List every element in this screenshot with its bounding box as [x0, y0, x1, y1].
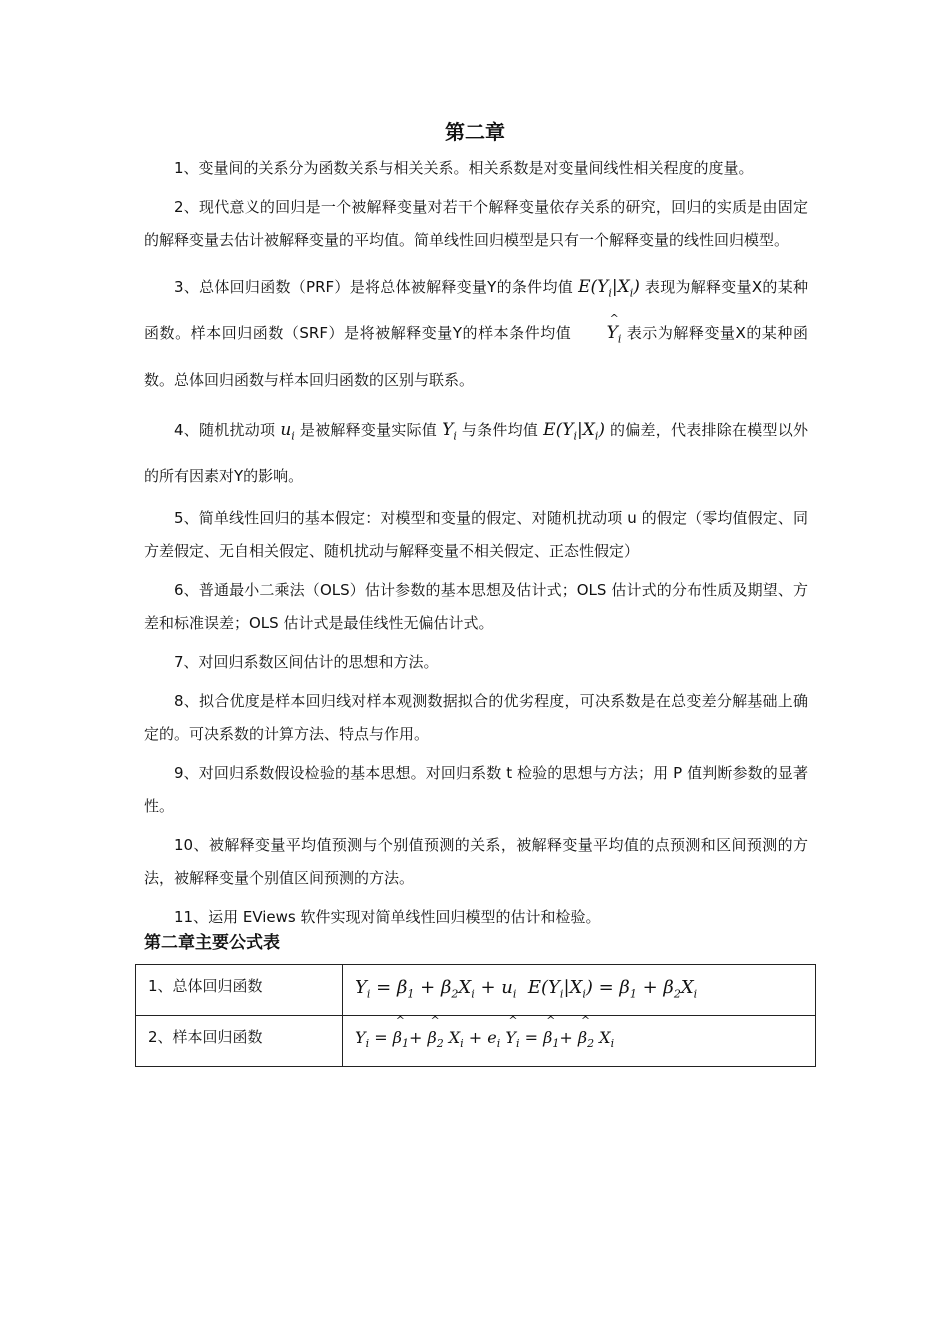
point-11: 11、运用 EViews 软件实现对简单线性回归模型的估计和检验。: [174, 908, 601, 927]
point-4-text-4: 的偏差，代表排除在模型以外的所有因素对Y的影响。: [144, 420, 808, 486]
point-8: 8、拟合优度是样本回归线对样本观测数据拟合的优劣程度，可决系数是在总变差分解基础上确定的。可决系数的计算方法、特点与作用。: [144, 692, 808, 744]
disturbance-term-formula: $u_i$: [280, 419, 295, 443]
point-3-text-3: 表示为解释变量X的某种函数。总体回归函数与样本回归函数的区别与联系。: [144, 324, 808, 389]
point-3-text-2: 表现为解释变量X的某种函数。样本回归函数（SRF）是将被解释变量Y的样本条件均值: [144, 278, 808, 343]
point-5: 5、简单线性回归的基本假定：对模型和变量的假定、对随机扰动项 u 的假定（零均值假定、同方差假定、无自相关假定、随机扰动与解释变量不相关假定、正态性假定）: [144, 509, 808, 561]
conditional-mean-formula-2: $E(Y_i|X_i)$: [543, 419, 605, 443]
table-row: [136, 965, 816, 1016]
point-4-text-1: 4、随机扰动项: [174, 420, 276, 439]
point-4: [144, 410, 808, 496]
key-points: [144, 152, 808, 940]
conditional-mean-formula: $E(Y_i|X_i)$: [578, 277, 640, 300]
point-2: 2、现代意义的回归是一个被解释变量对若干个解释变量依存关系的研究，回归的实质是由固定的解释变量去估计被解释变量的平均值。简单线性回归模型是只有一个解释变量的线性回归模型。: [144, 198, 808, 249]
row-label: 2、样本回归函数: [136, 1016, 343, 1067]
point-6: 6、普通最小二乘法（OLS）估计参数的基本思想及估计式；OLS 估计式的分布性质及期望、方差和标准误差；OLS 估计式是最佳线性无偏估计式。: [144, 581, 808, 633]
formula-table-title: 第二章主要公式表: [144, 933, 280, 953]
point-1: 1、变量间的关系分为函数关系与相关关系。相关系数是对变量间线性相关程度的度量。: [174, 159, 754, 177]
formula-table: [135, 964, 816, 1067]
table-row: [136, 1016, 816, 1067]
estimated-y-formula: ^ $Y_i$: [606, 312, 622, 346]
point-4-text-2: 是被解释变量实际值: [299, 420, 438, 439]
point-10: 10、被解释变量平均值预测与个别值预测的关系，被解释变量平均值的点预测和区间预测的方法，被解释变量个别值区间预测的方法。: [144, 836, 808, 888]
prf-formula: $Y_i = \beta_1 + \beta_2X_i + u_i$ $E(Y_i|X_i) = \beta_1 + \beta_2X_i$: [343, 965, 816, 1016]
point-4-text-3: 与条件均值: [461, 420, 539, 439]
point-3-text-1: 3、总体回归函数（PRF）是将总体被解释变量Y的条件均值: [174, 278, 574, 296]
point-7: 7、对回归系数区间估计的思想和方法。: [174, 653, 439, 672]
chapter-title: 第二章: [445, 120, 505, 144]
row-label: 1、总体回归函数: [136, 965, 343, 1016]
actual-y-formula: $Y_i$: [442, 419, 457, 443]
point-3: [144, 267, 808, 400]
point-9: 9、对回归系数假设检验的基本思想。对回归系数 t 检验的思想与方法；用 P 值判断参数的显著性。: [144, 764, 808, 816]
srf-formula: $Y_i$ = ^ $\beta_1+$ ^ $\beta_2$ $X_i + e_i$ ^ $Y_i$ = ^ $\beta_1+$ ^ $\beta_2$ $X_i$: [343, 1016, 816, 1067]
